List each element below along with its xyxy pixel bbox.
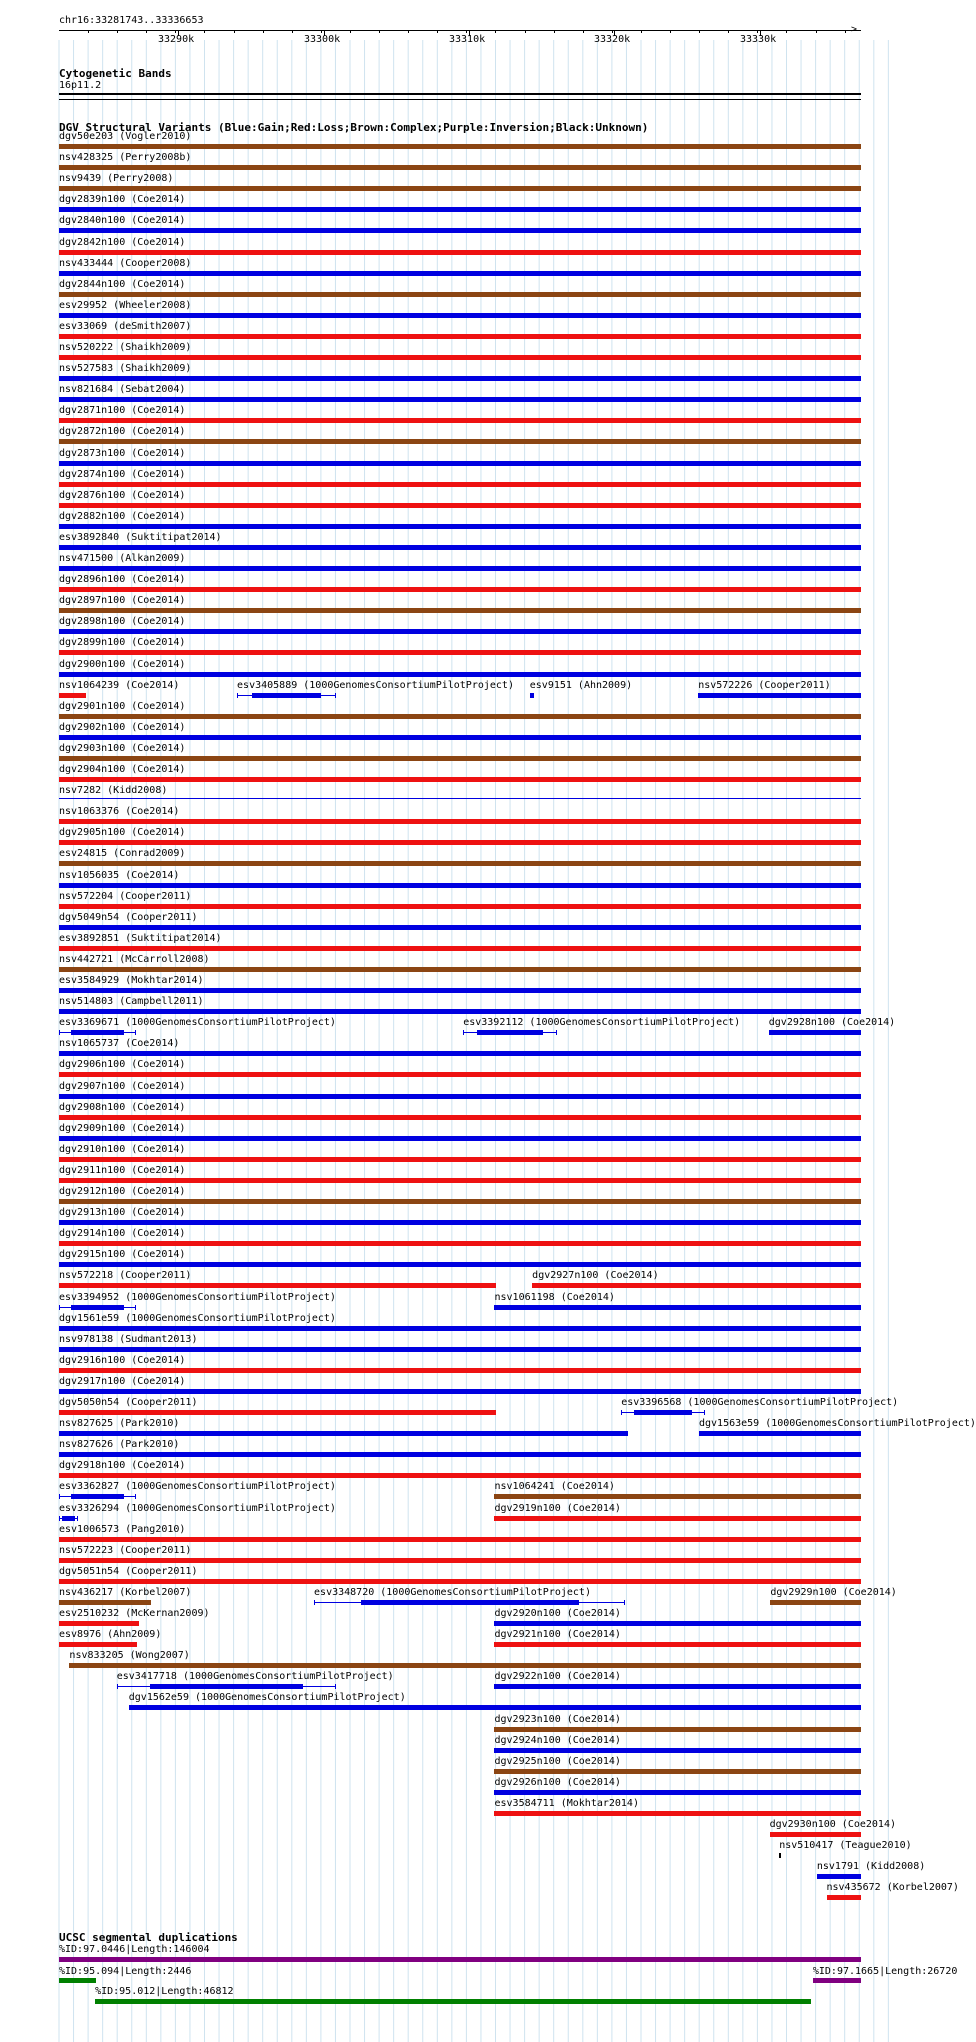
- sv-feature-bar[interactable]: [69, 1663, 861, 1668]
- sv-feature-whisker-cap: [335, 693, 336, 698]
- segdup-bar[interactable]: [95, 1999, 811, 2004]
- sv-feature-label[interactable]: dgv2882n100 (Coe2014): [59, 510, 186, 522]
- sv-feature-bar[interactable]: [59, 1600, 151, 1605]
- sv-feature-label[interactable]: nsv436217 (Korbel2007): [59, 1586, 192, 1598]
- sv-feature-label[interactable]: dgv2923n100 (Coe2014): [494, 1713, 621, 1725]
- ruler-minor-tick: [321, 30, 322, 33]
- sv-feature-label[interactable]: dgv2873n100 (Coe2014): [59, 447, 186, 459]
- sv-feature-bar[interactable]: [59, 1220, 861, 1225]
- sv-feature-label[interactable]: esv1006573 (Pang2010): [59, 1523, 186, 1535]
- sv-feature-whisker-cap: [335, 1684, 336, 1689]
- ruler-tick-label: 33290k: [158, 34, 195, 45]
- ruler-minor-tick: [204, 30, 205, 33]
- sv-feature-bar[interactable]: [59, 461, 861, 466]
- dgv-track-title: DGV Structural Variants (Blue:Gain;Red:Loss;Brown:Complex;Purple:Inversion;Black:Unknown): [59, 121, 649, 134]
- sv-feature-label[interactable]: esv3326294 (1000GenomesConsortiumPilotProject): [59, 1502, 336, 1514]
- sv-feature-whisker-cap: [135, 1494, 136, 1499]
- sv-feature-label[interactable]: dgv2901n100 (Coe2014): [59, 700, 186, 712]
- sv-feature-bar[interactable]: [634, 1410, 692, 1415]
- sv-feature-bar[interactable]: [494, 1748, 861, 1753]
- sv-feature-bar[interactable]: [129, 1705, 861, 1710]
- sv-feature-label[interactable]: dgv2900n100 (Coe2014): [59, 658, 186, 670]
- sv-feature-bar[interactable]: [827, 1895, 861, 1900]
- sv-feature-label[interactable]: nsv9439 (Perry2008): [59, 173, 174, 185]
- sv-feature-bar[interactable]: [59, 144, 861, 149]
- sv-feature-bar[interactable]: [494, 1621, 861, 1626]
- sv-feature-label[interactable]: dgv2906n100 (Coe2014): [59, 1059, 186, 1071]
- ruler-minor-tick: [583, 30, 584, 33]
- sv-feature-bar[interactable]: [494, 1769, 861, 1774]
- sv-feature-bar[interactable]: [59, 439, 861, 444]
- sv-feature-label[interactable]: esv3348720 (1000GenomesConsortiumPilotProject): [314, 1586, 591, 1598]
- sv-feature-label[interactable]: esv3392112 (1000GenomesConsortiumPilotProject): [463, 1017, 741, 1029]
- sv-feature-label[interactable]: dgv2922n100 (Coe2014): [494, 1671, 621, 1683]
- ruler-minor-tick: [845, 30, 846, 33]
- ruler-minor-tick: [554, 30, 555, 33]
- sv-feature-whisker-cap: [117, 1684, 118, 1689]
- sv-feature-bar[interactable]: [59, 186, 861, 191]
- sv-feature-bar[interactable]: [150, 1684, 303, 1689]
- segdup-label[interactable]: %ID:97.1665|Length:26720: [812, 1966, 958, 1977]
- sv-feature-bar[interactable]: [530, 693, 534, 698]
- sv-feature-bar[interactable]: [59, 1579, 861, 1584]
- sv-feature-label[interactable]: nsv520222 (Shaikh2009): [59, 342, 192, 353]
- sv-feature-bar[interactable]: [59, 228, 861, 233]
- sv-feature-label[interactable]: dgv5049n54 (Cooper2011): [59, 911, 198, 923]
- sv-feature-label[interactable]: dgv50e203 (Vogler2010): [59, 131, 192, 142]
- sv-feature-label[interactable]: nsv1061198 (Coe2014): [494, 1291, 615, 1303]
- sv-feature-bar[interactable]: [59, 355, 861, 360]
- sv-feature-label[interactable]: esv3584929 (Mokhtar2014): [59, 975, 204, 986]
- ruler-tick-label: 33320k: [594, 34, 631, 45]
- ruler-minor-tick: [786, 30, 787, 33]
- sv-feature-label[interactable]: dgv2926n100 (Coe2014): [494, 1776, 621, 1788]
- ruler-minor-tick: [379, 30, 380, 33]
- position-label: chr16:33281743..33336653: [59, 15, 204, 26]
- sv-feature-label[interactable]: dgv2914n100 (Coe2014): [59, 1228, 186, 1240]
- sv-feature-bar[interactable]: [59, 883, 861, 888]
- sv-feature-bar[interactable]: [59, 1136, 861, 1141]
- sv-feature-label[interactable]: esv2510232 (McKernan2009): [59, 1608, 210, 1619]
- sv-feature-label[interactable]: nsv428325 (Perry2008b): [59, 152, 192, 164]
- sv-feature-bar[interactable]: [494, 1790, 861, 1795]
- sv-feature-bar[interactable]: [494, 1642, 861, 1647]
- sv-feature-bar[interactable]: [59, 1537, 861, 1542]
- sv-feature-bar[interactable]: [62, 1516, 75, 1521]
- sv-feature-bar[interactable]: [59, 1094, 861, 1099]
- ruler-minor-tick: [757, 30, 758, 33]
- sv-feature-bar[interactable]: [59, 418, 861, 423]
- sv-feature-label[interactable]: dgv2899n100 (Coe2014): [59, 637, 186, 649]
- sv-feature-whisker-cap: [77, 1516, 78, 1521]
- sv-feature-label[interactable]: nsv1791 (Kidd2008): [816, 1861, 926, 1873]
- sv-feature-bar[interactable]: [59, 1262, 861, 1267]
- segdup-label[interactable]: %ID:97.0446|Length:146004: [59, 1944, 210, 1955]
- sv-feature-bar[interactable]: [817, 1874, 861, 1879]
- sv-feature-bar[interactable]: [59, 482, 861, 487]
- sv-feature-label[interactable]: dgv2908n100 (Coe2014): [59, 1101, 186, 1113]
- sv-feature-label[interactable]: dgv2929n100 (Coe2014): [770, 1586, 897, 1598]
- sv-feature-bar[interactable]: [59, 397, 861, 402]
- sv-feature-label[interactable]: dgv2842n100 (Coe2014): [59, 236, 186, 248]
- segdup-track-title: UCSC segmental duplications: [59, 1931, 238, 1944]
- ruler-tick-label: 33330k: [740, 34, 777, 45]
- sv-feature-label[interactable]: esv8976 (Ahn2009): [59, 1629, 162, 1641]
- sv-feature-bar[interactable]: [494, 1516, 861, 1521]
- sv-feature-bar[interactable]: [59, 292, 861, 297]
- sv-feature-bar[interactable]: [59, 861, 861, 866]
- sv-feature-label[interactable]: dgv2902n100 (Coe2014): [59, 721, 186, 733]
- sv-feature-bar[interactable]: [59, 1621, 139, 1626]
- sv-feature-label[interactable]: dgv2872n100 (Coe2014): [59, 426, 186, 438]
- sv-feature-label[interactable]: dgv2924n100 (Coe2014): [494, 1734, 621, 1746]
- sv-feature-bar[interactable]: [252, 693, 321, 698]
- sv-feature-label[interactable]: dgv2927n100 (Coe2014): [532, 1270, 659, 1282]
- segdup-label[interactable]: %ID:95.012|Length:46812: [95, 1986, 234, 1997]
- sv-feature-label[interactable]: nsv433444 (Cooper2008): [59, 257, 192, 269]
- sv-feature-bar[interactable]: [59, 1009, 861, 1014]
- cytoband-label: 16p11.2: [59, 80, 102, 91]
- sv-feature-label[interactable]: dgv2921n100 (Coe2014): [494, 1629, 621, 1641]
- sv-feature-label[interactable]: esv3405889 (1000GenomesConsortiumPilotProject): [237, 679, 514, 691]
- sv-feature-whisker-cap: [135, 1305, 136, 1310]
- sv-feature-bar[interactable]: [59, 925, 861, 930]
- sv-feature-bar[interactable]: [59, 756, 861, 761]
- sv-feature-bar[interactable]: [770, 1832, 861, 1837]
- cytoband-underline: [59, 99, 861, 100]
- sv-feature-bar[interactable]: [59, 904, 861, 909]
- sv-feature-bar[interactable]: [59, 693, 86, 698]
- ruler-minor-tick: [495, 30, 496, 33]
- cytoband-bar: [59, 93, 861, 95]
- sv-feature-label[interactable]: nsv442721 (McCarroll2008): [59, 953, 210, 965]
- ruler-tick-label: 33300k: [304, 34, 341, 45]
- ruler-minor-tick: [350, 30, 351, 33]
- sv-feature-bar[interactable]: [59, 1558, 861, 1563]
- sv-feature-label[interactable]: nsv1064241 (Coe2014): [494, 1481, 615, 1493]
- sv-feature-bar[interactable]: [532, 1283, 861, 1288]
- sv-feature-bar[interactable]: [59, 1347, 861, 1352]
- sv-feature-label[interactable]: dgv2839n100 (Coe2014): [59, 194, 186, 206]
- sv-feature-label[interactable]: nsv510417 (Teague2010): [779, 1840, 912, 1852]
- sv-feature-bar[interactable]: [59, 672, 861, 677]
- cytoband-track-title: Cytogenetic Bands: [59, 67, 172, 80]
- sv-feature-bar[interactable]: [59, 207, 861, 212]
- sv-feature-bar[interactable]: [59, 1431, 628, 1436]
- sv-feature-bar[interactable]: [59, 566, 861, 571]
- sv-feature-label[interactable]: dgv2905n100 (Coe2014): [59, 827, 186, 839]
- sv-feature-whisker-cap: [59, 1516, 60, 1521]
- sv-feature-bar[interactable]: [59, 376, 861, 381]
- sv-feature-label[interactable]: nsv827625 (Park2010): [59, 1418, 180, 1430]
- sv-feature-label[interactable]: dgv2903n100 (Coe2014): [59, 742, 186, 754]
- sv-feature-label[interactable]: esv3396568 (1000GenomesConsortiumPilotProject): [621, 1397, 899, 1408]
- sv-feature-label[interactable]: dgv2898n100 (Coe2014): [59, 616, 186, 628]
- ruler-minor-tick: [437, 30, 438, 33]
- sv-feature-label[interactable]: nsv821684 (Sebat2004): [59, 384, 186, 396]
- sv-feature-bar[interactable]: [59, 271, 861, 276]
- sv-feature-label[interactable]: dgv2909n100 (Coe2014): [59, 1122, 186, 1134]
- sv-feature-bar[interactable]: [59, 1473, 861, 1478]
- sv-feature-bar[interactable]: [59, 988, 861, 993]
- sv-feature-label[interactable]: dgv1562e59 (1000GenomesConsortiumPilotProject): [128, 1692, 406, 1704]
- sv-feature-bar[interactable]: [71, 1030, 125, 1035]
- sv-feature-label[interactable]: dgv2917n100 (Coe2014): [59, 1375, 186, 1387]
- sv-feature-whisker-cap: [237, 693, 238, 698]
- sv-feature-label[interactable]: dgv2896n100 (Coe2014): [59, 574, 186, 586]
- sv-feature-bar[interactable]: [59, 946, 861, 951]
- sv-feature-label[interactable]: dgv2928n100 (Coe2014): [768, 1017, 896, 1029]
- ruler-end-arrow: >: [851, 24, 858, 35]
- sv-feature-label[interactable]: esv9151 (Ahn2009): [529, 679, 633, 691]
- sv-feature-bar[interactable]: [71, 1494, 125, 1499]
- sv-feature-bar[interactable]: [59, 1072, 861, 1077]
- sv-feature-bar[interactable]: [59, 1326, 861, 1331]
- sv-feature-bar[interactable]: [59, 587, 861, 592]
- ruler-minor-tick: [670, 30, 671, 33]
- sv-feature-bar[interactable]: [698, 693, 861, 698]
- sv-feature-bar[interactable]: [59, 608, 861, 613]
- sv-feature-bar[interactable]: [477, 1030, 543, 1035]
- sv-feature-bar[interactable]: [71, 1305, 125, 1310]
- sv-feature-label[interactable]: dgv2911n100 (Coe2014): [59, 1164, 186, 1176]
- sv-feature-bar[interactable]: [59, 313, 861, 318]
- sv-feature-label[interactable]: nsv572223 (Cooper2011): [59, 1544, 192, 1556]
- sv-feature-label[interactable]: nsv833205 (Wong2007): [69, 1650, 190, 1662]
- sv-feature-label[interactable]: dgv5051n54 (Cooper2011): [59, 1565, 198, 1577]
- sv-feature-bar[interactable]: [769, 1030, 861, 1035]
- sv-feature-label[interactable]: nsv978138 (Sudmant2013): [59, 1333, 198, 1345]
- sv-feature-whisker-cap: [704, 1410, 705, 1415]
- ruler-minor-tick: [728, 30, 729, 33]
- sv-feature-bar[interactable]: [59, 1642, 137, 1647]
- sv-feature-bar[interactable]: [59, 1283, 496, 1288]
- sv-feature-bar[interactable]: [494, 1811, 861, 1816]
- sv-feature-bar[interactable]: [59, 165, 861, 170]
- ruler-minor-tick: [641, 30, 642, 33]
- sv-feature-bar[interactable]: [494, 1727, 861, 1732]
- sv-feature-label[interactable]: esv3362827 (1000GenomesConsortiumPilotProject): [59, 1481, 336, 1493]
- sv-feature-whisker-cap: [621, 1410, 622, 1415]
- sv-feature-label[interactable]: esv3892851 (Suktitipat2014): [59, 932, 222, 944]
- ruler-minor-tick: [117, 30, 118, 33]
- segdup-bar[interactable]: [59, 1957, 861, 1962]
- sv-feature-bar[interactable]: [59, 777, 861, 782]
- sv-feature-label[interactable]: esv3394952 (1000GenomesConsortiumPilotProject): [59, 1291, 336, 1303]
- ruler-axis: [59, 30, 861, 31]
- sv-feature-label[interactable]: esv3369671 (1000GenomesConsortiumPilotProject): [59, 1017, 336, 1029]
- sv-feature-label[interactable]: esv3584711 (Mokhtar2014): [494, 1797, 639, 1809]
- sv-feature-bar[interactable]: [59, 798, 861, 799]
- sv-feature-whisker-cap: [314, 1600, 315, 1605]
- sv-feature-bar[interactable]: [59, 1368, 861, 1373]
- sv-feature-label[interactable]: nsv527583 (Shaikh2009): [59, 363, 192, 375]
- sv-feature-bar[interactable]: [59, 524, 861, 529]
- ruler-tick-label: 33310k: [449, 34, 486, 45]
- sv-feature-bar[interactable]: [494, 1494, 861, 1499]
- ruler-minor-tick: [263, 30, 264, 33]
- segdup-label[interactable]: %ID:95.094|Length:2446: [59, 1966, 192, 1977]
- sv-feature-bar[interactable]: [361, 1600, 579, 1605]
- sv-feature-label[interactable]: dgv2919n100 (Coe2014): [494, 1502, 621, 1514]
- sv-feature-label[interactable]: nsv572218 (Cooper2011): [59, 1270, 192, 1282]
- sv-feature-label[interactable]: esv29952 (Wheeler2008): [59, 299, 192, 311]
- ruler-minor-tick: [408, 30, 409, 33]
- sv-feature-label[interactable]: dgv2915n100 (Coe2014): [59, 1249, 186, 1261]
- sv-feature-label[interactable]: dgv2910n100 (Coe2014): [59, 1143, 186, 1155]
- sv-feature-label[interactable]: dgv1561e59 (1000GenomesConsortiumPilotProject): [59, 1312, 336, 1324]
- sv-feature-label[interactable]: dgv2920n100 (Coe2014): [494, 1608, 621, 1619]
- ruler-minor-tick: [146, 30, 147, 33]
- sv-feature-bar[interactable]: [59, 250, 861, 255]
- sv-feature-bar[interactable]: [59, 1410, 496, 1415]
- sv-feature-bar[interactable]: [59, 819, 861, 824]
- sv-feature-bar[interactable]: [59, 1115, 861, 1120]
- sv-feature-whisker-cap: [59, 1305, 60, 1310]
- sv-feature-label[interactable]: dgv2844n100 (Coe2014): [59, 278, 186, 290]
- sv-feature-label[interactable]: dgv5050n54 (Cooper2011): [59, 1397, 198, 1408]
- sv-feature-bar[interactable]: [59, 840, 861, 845]
- sv-feature-label[interactable]: dgv2916n100 (Coe2014): [59, 1354, 186, 1366]
- sv-feature-bar[interactable]: [59, 1452, 861, 1457]
- sv-feature-whisker-cap: [624, 1600, 625, 1605]
- sv-feature-bar[interactable]: [59, 1051, 861, 1056]
- sv-feature-label[interactable]: nsv514803 (Campbell2011): [59, 996, 204, 1008]
- sv-feature-bar[interactable]: [59, 1199, 861, 1204]
- sv-feature-whisker-cap: [463, 1030, 464, 1035]
- sv-feature-label[interactable]: dgv2904n100 (Coe2014): [59, 764, 186, 775]
- ruler-minor-tick: [525, 30, 526, 33]
- sv-feature-bar[interactable]: [59, 650, 861, 655]
- segdup-bar[interactable]: [813, 1978, 861, 1983]
- sv-feature-label[interactable]: nsv572204 (Cooper2011): [59, 890, 192, 902]
- sv-feature-label[interactable]: dgv2912n100 (Coe2014): [59, 1186, 186, 1197]
- sv-feature-bar[interactable]: [494, 1305, 861, 1310]
- ruler-minor-tick: [612, 30, 613, 33]
- sv-feature-bar[interactable]: [59, 545, 861, 550]
- sv-feature-bar[interactable]: [59, 1178, 861, 1183]
- sv-feature-label[interactable]: esv33069 (deSmith2007): [59, 320, 192, 332]
- ruler-minor-tick: [466, 30, 467, 33]
- sv-feature-label[interactable]: nsv1056035 (Coe2014): [59, 869, 180, 881]
- segdup-bar[interactable]: [59, 1978, 96, 1983]
- ruler-minor-tick: [292, 30, 293, 33]
- sv-feature-whisker-cap: [556, 1030, 557, 1035]
- sv-feature-label[interactable]: esv3892840 (Suktitipat2014): [59, 531, 222, 543]
- sv-feature-label[interactable]: dgv2925n100 (Coe2014): [494, 1755, 621, 1767]
- sv-feature-whisker-cap: [59, 1030, 60, 1035]
- ruler-minor-tick: [816, 30, 817, 33]
- sv-feature-label[interactable]: esv24815 (Conrad2009): [59, 848, 186, 860]
- sv-feature-label[interactable]: dgv1563e59 (1000GenomesConsortiumPilotProject): [698, 1418, 976, 1430]
- sv-feature-label[interactable]: dgv2876n100 (Coe2014): [59, 489, 186, 501]
- sv-feature-label[interactable]: nsv572226 (Cooper2011): [698, 679, 831, 691]
- sv-feature-bar[interactable]: [59, 503, 861, 508]
- ruler-minor-tick: [234, 30, 235, 33]
- sv-feature-bar[interactable]: [494, 1684, 861, 1689]
- sv-feature-bar[interactable]: [59, 629, 861, 634]
- sv-feature-label[interactable]: dgv2871n100 (Coe2014): [59, 405, 186, 417]
- ruler-minor-tick: [699, 30, 700, 33]
- sv-feature-label[interactable]: dgv2897n100 (Coe2014): [59, 595, 186, 607]
- sv-feature-label[interactable]: nsv435672 (Korbel2007): [826, 1882, 959, 1894]
- sv-feature-bar[interactable]: [59, 967, 861, 972]
- sv-feature-bar[interactable]: [699, 1431, 861, 1436]
- sv-feature-label[interactable]: dgv2874n100 (Coe2014): [59, 468, 186, 480]
- sv-feature-bar[interactable]: [59, 735, 861, 740]
- sv-feature-label[interactable]: dgv2918n100 (Coe2014): [59, 1460, 186, 1472]
- sv-feature-label[interactable]: nsv471500 (Alkan2009): [59, 553, 186, 564]
- ruler-minor-tick: [88, 30, 89, 33]
- sv-feature-label[interactable]: nsv1064239 (Coe2014): [59, 679, 180, 691]
- sv-feature-label[interactable]: dgv2930n100 (Coe2014): [769, 1819, 896, 1830]
- sv-feature-bar[interactable]: [59, 1241, 861, 1246]
- sv-feature-label[interactable]: dgv2913n100 (Coe2014): [59, 1207, 186, 1219]
- sv-feature-bar[interactable]: [59, 1157, 861, 1162]
- sv-feature-label[interactable]: nsv827626 (Park2010): [59, 1439, 180, 1451]
- sv-feature-bar[interactable]: [779, 1853, 781, 1858]
- sv-feature-label[interactable]: nsv1063376 (Coe2014): [59, 806, 180, 818]
- sv-feature-whisker-cap: [135, 1030, 136, 1035]
- sv-feature-bar[interactable]: [59, 714, 861, 719]
- sv-feature-label[interactable]: dgv2907n100 (Coe2014): [59, 1080, 186, 1092]
- sv-feature-whisker-cap: [59, 1494, 60, 1499]
- sv-feature-label[interactable]: nsv1065737 (Coe2014): [59, 1038, 180, 1050]
- ruler-minor-tick: [175, 30, 176, 33]
- sv-feature-bar[interactable]: [59, 1389, 861, 1394]
- sv-feature-label[interactable]: nsv7282 (Kidd2008): [59, 785, 168, 797]
- sv-feature-label[interactable]: dgv2840n100 (Coe2014): [59, 215, 186, 227]
- sv-feature-bar[interactable]: [770, 1600, 861, 1605]
- sv-feature-bar[interactable]: [59, 334, 861, 339]
- sv-feature-label[interactable]: esv3417718 (1000GenomesConsortiumPilotProject): [116, 1671, 394, 1683]
